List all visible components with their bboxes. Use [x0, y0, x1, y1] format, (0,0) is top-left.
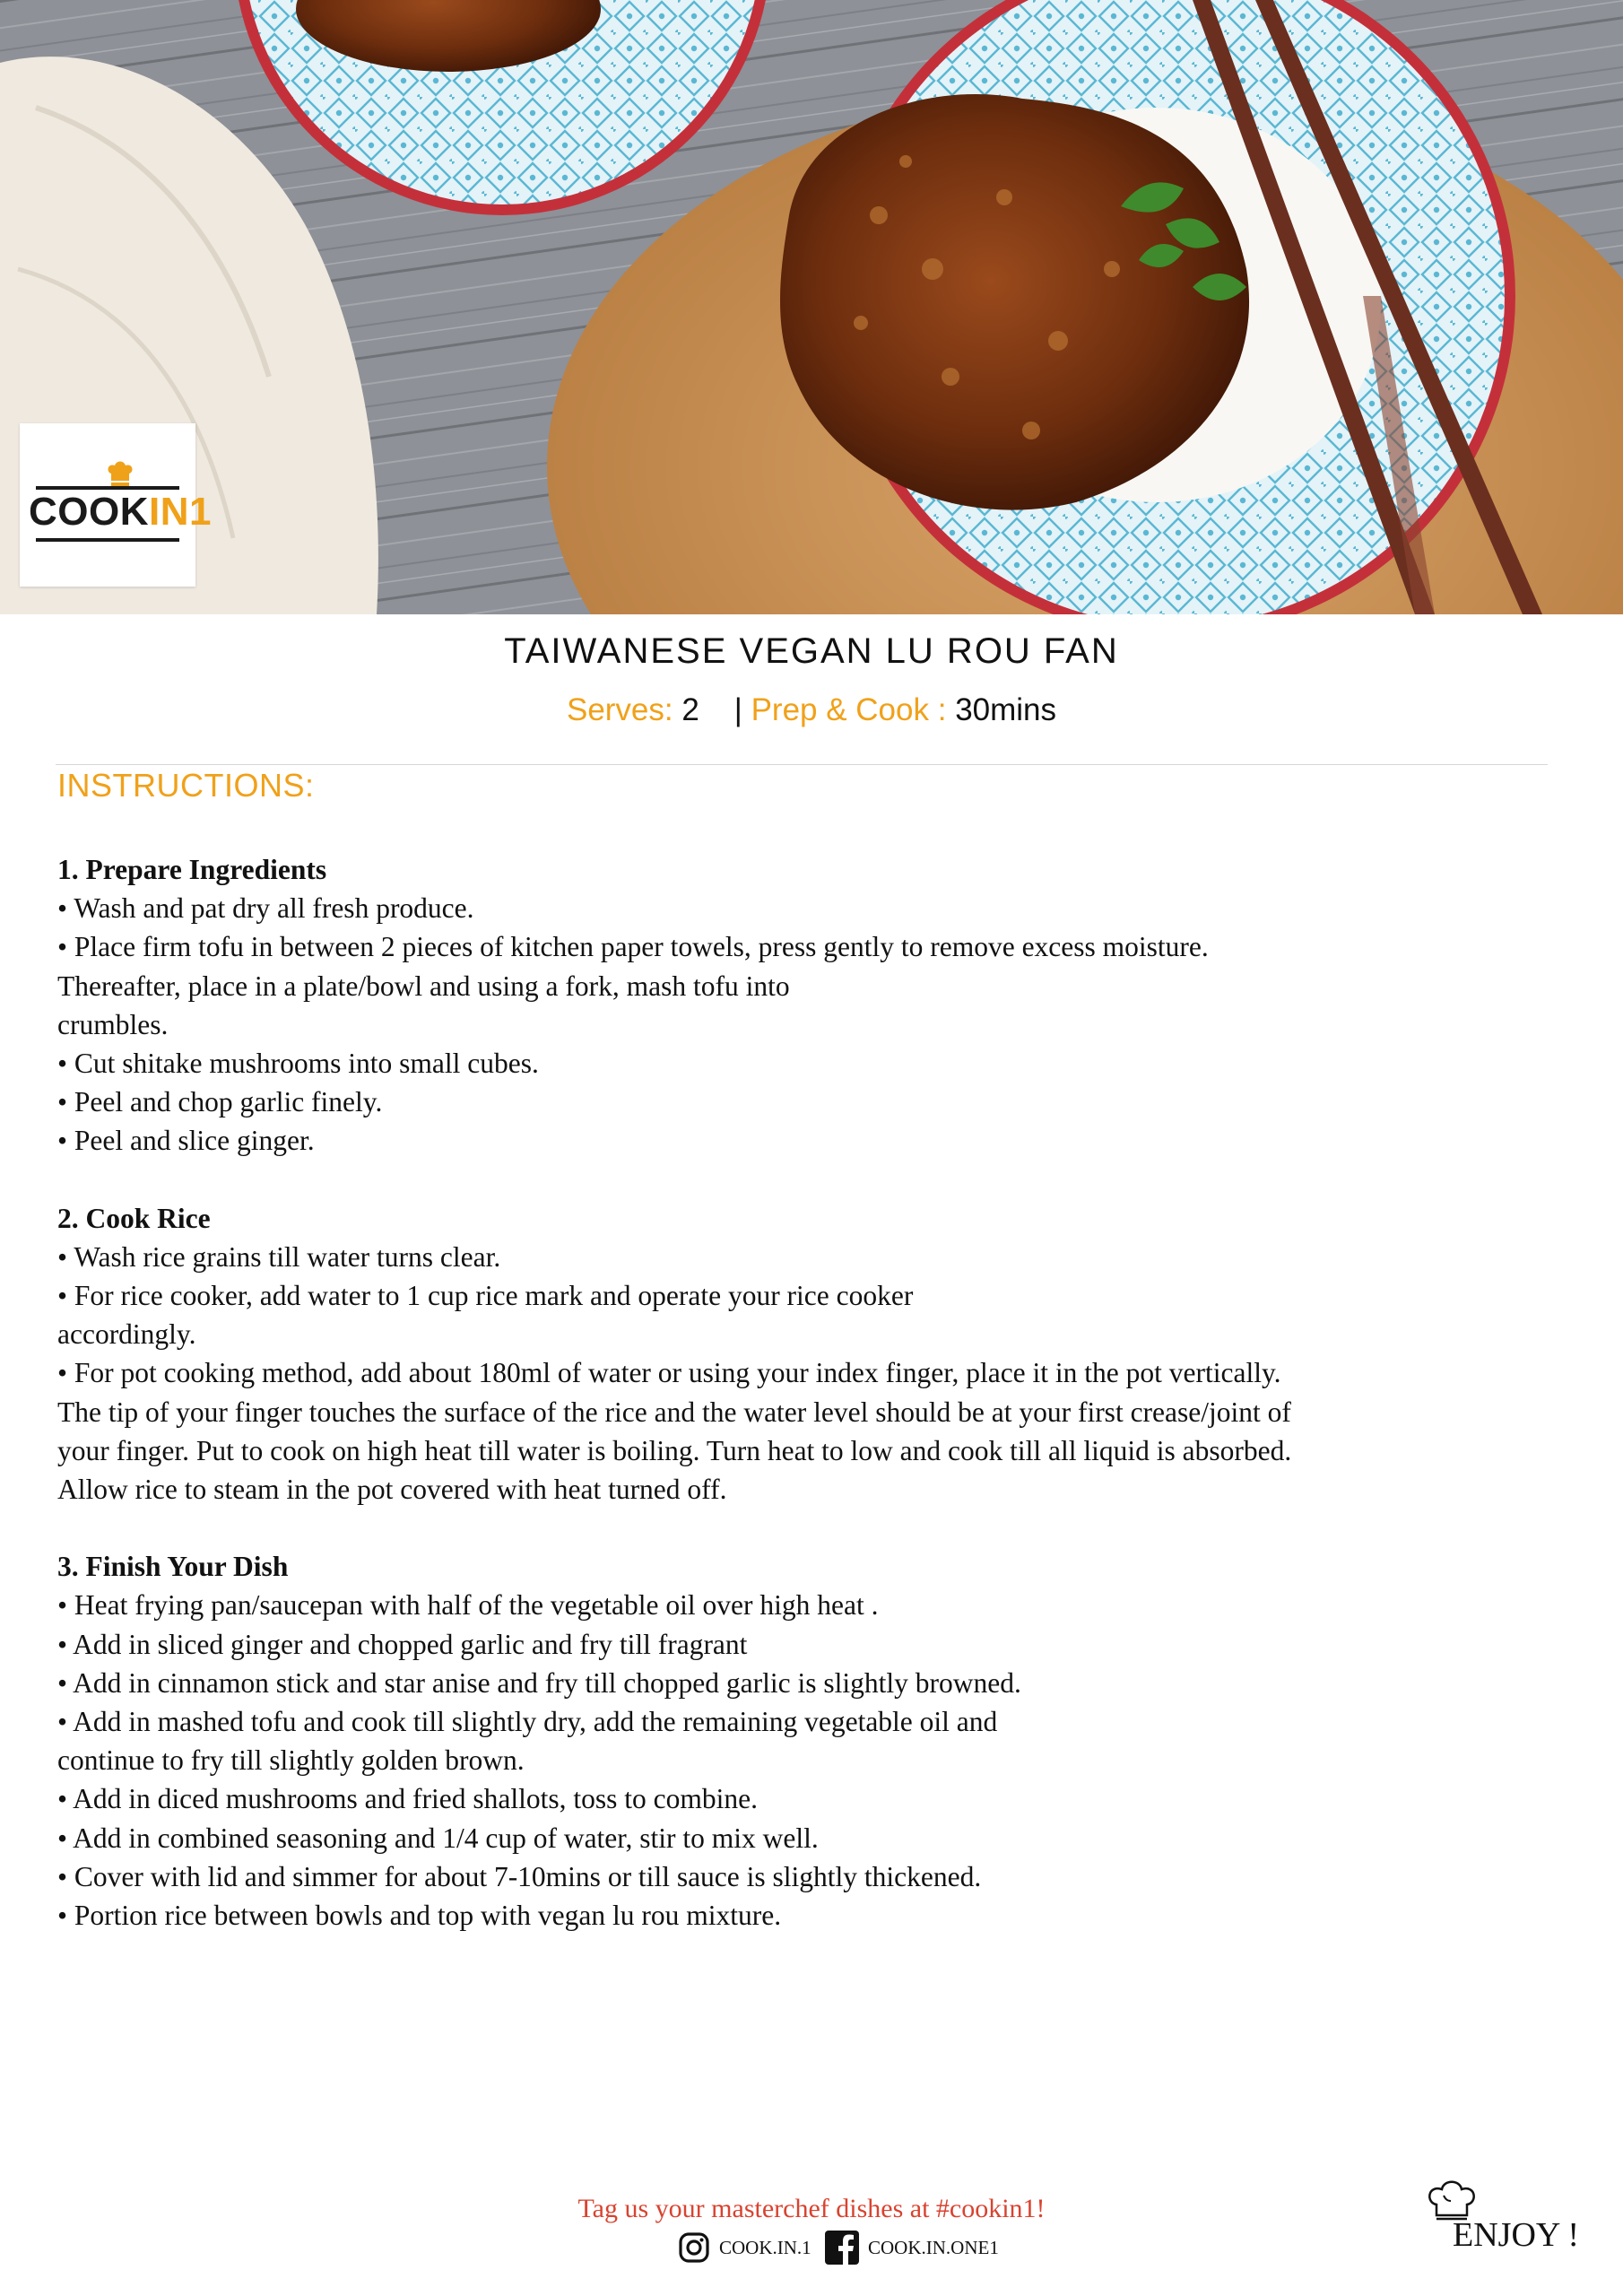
section-heading: 1. Prepare Ingredients [57, 854, 327, 885]
instruction-line: accordingly. [57, 1318, 196, 1351]
instruction-line: • Wash rice grains till water turns clear. [57, 1240, 501, 1273]
logo-rule-bottom [36, 538, 179, 542]
instruction-line: • Cut shitake mushrooms into small cubes. [57, 1048, 539, 1080]
instruction-line: Thereafter, place in a plate/bowl and using a fork, mash tofu into [57, 970, 790, 1002]
serves-label: Serves: [566, 692, 673, 727]
facebook-icon [825, 2231, 859, 2265]
facebook-link[interactable] [825, 2228, 999, 2267]
recipe-meta [0, 692, 1623, 728]
instruction-line: • Add in cinnamon stick and star anise and fry till chopped garlic is slightly browned. [57, 1666, 1021, 1699]
serves-value: 2 [681, 692, 699, 727]
instruction-line: • Add in sliced ginger and chopped garlic and fry till fragrant [57, 1628, 748, 1660]
instagram-handle: COOK.IN.1 [719, 2236, 812, 2258]
logo-wordmark: COOKIN1 [29, 490, 212, 534]
instruction-line: • Cover with lid and simmer for about 7-10mins or till sauce is slightly thickened. [57, 1860, 982, 1892]
brand-logo [20, 423, 212, 587]
hero-photo [0, 0, 1623, 614]
instruction-line: your finger. Put to cook on high heat till water is boiling. Turn heat to low and cook till all liquid is absorbed. [57, 1434, 1292, 1466]
instruction-line: • For pot cooking method, add about 180ml of water or using your index finger, place it in the pot vertically. [57, 1357, 1281, 1389]
enjoy-text: ENJOY ! [1453, 2216, 1580, 2254]
section-heading: 2. Cook Rice [57, 1202, 211, 1234]
recipe-title: TAIWANESE VEGAN LU ROU FAN [504, 631, 1119, 671]
instruction-line: • Portion rice between bowls and top with vegan lu rou mixture. [57, 1900, 782, 1932]
hero-photo-illustration [0, 0, 1623, 614]
instagram-icon [678, 2231, 710, 2264]
footer-tagline: Tag us your masterchef dishes at #cookin1! [577, 2194, 1046, 2223]
instruction-line: The tip of your finger touches the surface of the rice and the water level should be at your first crease/joint of [57, 1396, 1291, 1428]
instructions-body [57, 850, 1573, 1973]
instruction-line: crumbles. [57, 1008, 169, 1040]
instruction-line: continue to fry till slightly golden brown. [57, 1744, 525, 1777]
instruction-line: Allow rice to steam in the pot covered with heat turned off. [57, 1474, 727, 1506]
meta-separator: | [733, 692, 742, 727]
instruction-line: • Place firm tofu in between 2 pieces of kitchen paper towels, press gently to remove excess moisture. [57, 931, 1209, 963]
facebook-handle: COOK.IN.ONE1 [868, 2236, 999, 2258]
divider [56, 764, 1548, 765]
instruction-line: • Wash and pat dry all fresh produce. [57, 892, 474, 925]
instructions-heading: INSTRUCTIONS: [57, 767, 315, 804]
instagram-link[interactable] [678, 2228, 812, 2267]
instruction-line: • Peel and slice ginger. [57, 1125, 315, 1157]
section-heading: 3. Finish Your Dish [57, 1551, 289, 1583]
section-cook-rice [57, 1199, 1573, 1509]
instruction-line: • Add in diced mushrooms and fried shallots, toss to combine. [57, 1783, 758, 1815]
instruction-line: • Peel and chop garlic finely. [57, 1086, 383, 1118]
section-finish [57, 1547, 1573, 1935]
instruction-line: • For rice cooker, add water to 1 cup rice mark and operate your rice cooker [57, 1280, 914, 1312]
section-prepare [57, 850, 1573, 1161]
chef-hat-icon [106, 461, 135, 488]
instruction-line: • Heat frying pan/saucepan with half of the vegetable oil over high heat . [57, 1589, 879, 1622]
instruction-line: • Add in combined seasoning and 1/4 cup of water, stir to mix well. [57, 1822, 819, 1854]
instruction-line: • Add in mashed tofu and cook till slightly dry, add the remaining vegetable oil and [57, 1706, 998, 1738]
time-value: 30mins [955, 692, 1057, 727]
time-label: Prep & Cook : [751, 692, 947, 727]
